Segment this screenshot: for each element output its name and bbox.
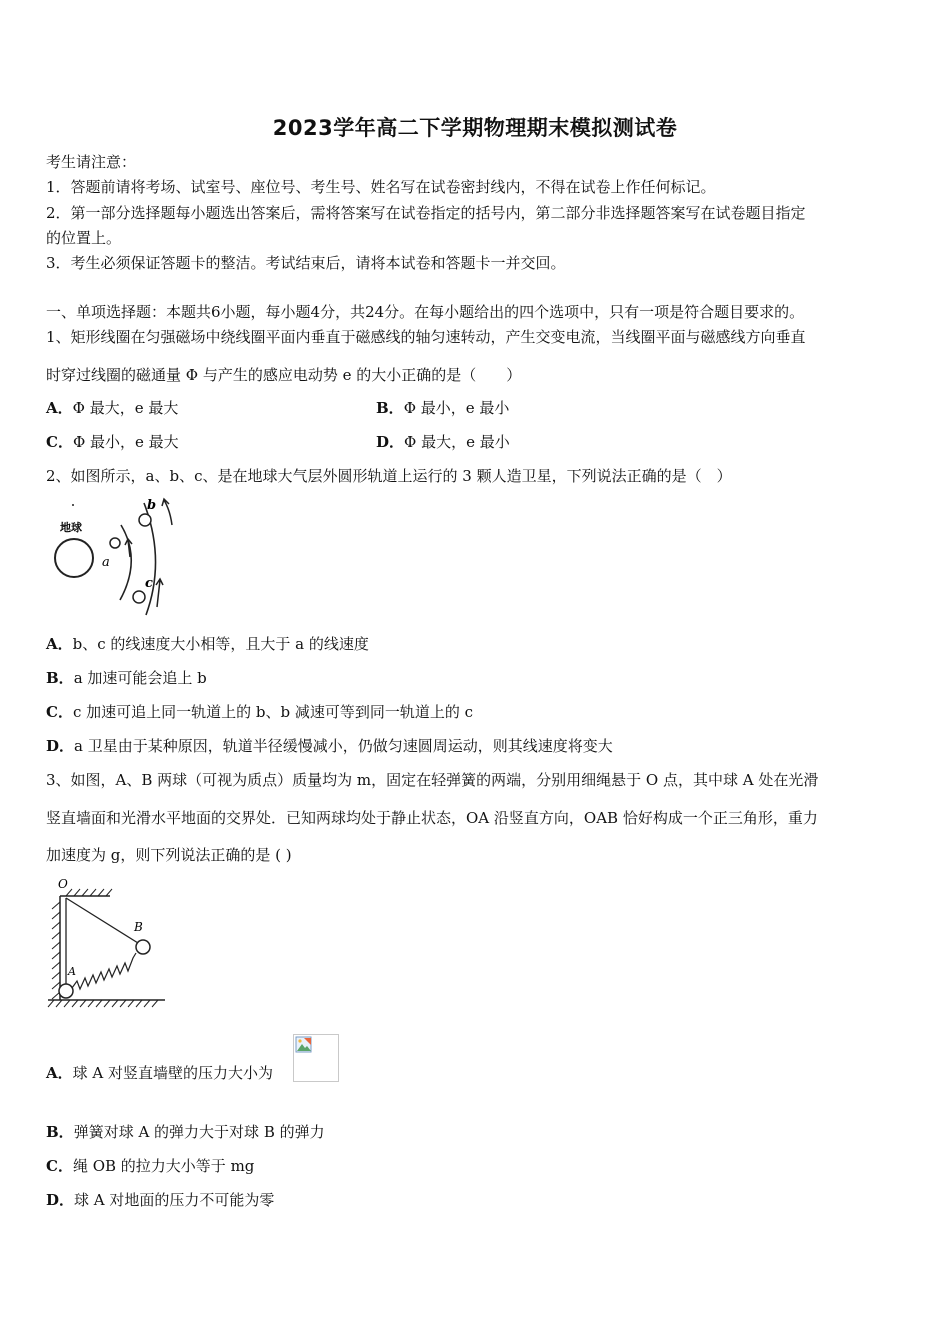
option-text: Φ 最大，e 最大 — [72, 399, 179, 417]
spring-ball-figure — [44, 876, 169, 1011]
satellite-a — [110, 538, 120, 548]
option-label: C． — [46, 1157, 73, 1175]
q2-option-b — [46, 668, 207, 688]
satellite-c — [133, 591, 145, 603]
q3-option-d — [46, 1190, 274, 1210]
page-title: 2023学年高二下学期物理期末模拟测试卷 — [272, 116, 678, 140]
option-text: Φ 最大，e 最小 — [404, 433, 510, 451]
option-text: 绳 OB 的拉力大小等于 mg — [72, 1157, 255, 1175]
option-label: D． — [46, 737, 75, 755]
option-text: 球 A 对地面的压力不可能为零 — [74, 1191, 275, 1209]
option-text: b、c 的线速度大小相等，且大于 a 的线速度 — [72, 635, 369, 653]
option-text: c 加速可追上同一轨道上的 b、b 减速可等到同一轨道上的 c — [72, 703, 474, 721]
satellite-c-label: c — [145, 576, 153, 591]
satellite-orbit-figure — [46, 495, 186, 620]
wall-hatch — [52, 902, 60, 999]
option-label: A． — [46, 399, 73, 417]
option-label: A． — [46, 635, 73, 653]
question-2-stem: 2、如图所示，a、b、c、是在地球大气层外圆形轨道上运行的 3 颗人造卫星，下列说法正确的是（ ） — [46, 467, 732, 485]
ball-a-label: A — [68, 965, 76, 978]
broken-image-icon — [295, 1036, 313, 1054]
earth-circle — [55, 539, 93, 577]
broken-formula-image — [293, 1034, 339, 1082]
orbit-a — [120, 525, 131, 600]
q3-option-c — [46, 1156, 254, 1176]
notice-item-2: 2．第一部分选择题每小题选出答案后，需将答案写在试卷指定的括号内，第二部分非选择题答案写在试卷题目指定 — [46, 204, 806, 222]
satellite-a-label: a — [102, 555, 110, 570]
option-label: B． — [376, 399, 404, 417]
ball-b — [136, 940, 150, 954]
notice-heading: 考生请注意： — [46, 153, 137, 171]
arrow-b-icon — [162, 499, 172, 525]
option-text: Φ 最小，e 最小 — [403, 399, 510, 417]
option-label: D． — [376, 433, 405, 451]
option-label: A． — [46, 1064, 73, 1082]
satellite-b-label: b — [147, 498, 157, 513]
option-text: Φ 最小，e 最大 — [72, 433, 179, 451]
notice-item-3: 3．考生必须保证答题卡的整洁。考试结束后，请将本试卷和答题卡一并交回。 — [46, 254, 566, 272]
option-text: 球 A 对竖直墙壁的压力大小为 — [72, 1064, 274, 1082]
satellite-b — [139, 514, 151, 526]
question-3-line-3: 加速度为 g，则下列说法正确的是 ( ) — [46, 846, 292, 864]
q1-option-a — [46, 398, 178, 418]
option-text: 弹簧对球 A 的弹力大于对球 B 的弹力 — [73, 1123, 325, 1141]
ball-b-label: B — [134, 920, 143, 934]
q1-option-b — [376, 398, 509, 418]
section-heading: 一、单项选择题：本题共6小题，每小题4分，共24分。在每小题给出的四个选项中，只有一项是符合题目要求的。 — [46, 303, 805, 321]
q2-option-d — [46, 736, 613, 756]
q2-option-a — [46, 634, 369, 654]
q3-option-b — [46, 1122, 325, 1142]
question-3-line-1: 3、如图，A、B 两球（可视为质点）质量均为 m，固定在轻弹簧的两端，分别用细绳悬于 O 点，其中球 A 处在光滑 — [46, 771, 819, 789]
option-label: D． — [46, 1191, 75, 1209]
option-label: B． — [46, 1123, 74, 1141]
option-text: a 加速可能会追上 b — [73, 669, 207, 687]
option-text: a 卫星由于某种原因，轨道半径缓慢减小，仍做匀速圆周运动，则其线速度将变大 — [74, 737, 613, 755]
q1-option-c — [46, 432, 179, 452]
string-ob — [66, 898, 138, 943]
floor-hatch — [48, 1000, 158, 1007]
option-label: C． — [46, 703, 73, 721]
option-label: C． — [46, 433, 73, 451]
earth-label: 地球 — [60, 521, 82, 534]
q1-option-d — [376, 432, 510, 452]
option-label: B． — [46, 669, 74, 687]
question-1-line-1: 1、矩形线圈在匀强磁场中绕线圈平面内垂直于磁感线的轴匀速转动，产生交变电流，当线圈平面与磁感线方向垂直 — [46, 328, 806, 346]
ceiling-hatch — [66, 889, 112, 896]
notice-item-2-continued: 的位置上。 — [46, 229, 122, 247]
question-1-line-2: 时穿过线圈的磁通量 Φ 与产生的感应电动势 e 的大小正确的是（ ） — [46, 366, 522, 384]
q3-option-a — [46, 1063, 273, 1083]
point-o-label: O — [58, 877, 68, 891]
spring — [72, 953, 136, 989]
question-3-line-2: 竖直墙面和光滑水平地面的交界处．已知两球均处于静止状态，OA 沿竖直方向，OAB 恰好构成一个正三角形，重力 — [46, 809, 818, 827]
ball-a — [59, 984, 73, 998]
notice-item-1: 1．答题前请将考场、试室号、座位号、考生号、姓名写在试卷密封线内，不得在试卷上作任何标记。 — [46, 178, 716, 196]
arrow-c-icon — [156, 579, 163, 607]
q2-option-c — [46, 702, 473, 722]
